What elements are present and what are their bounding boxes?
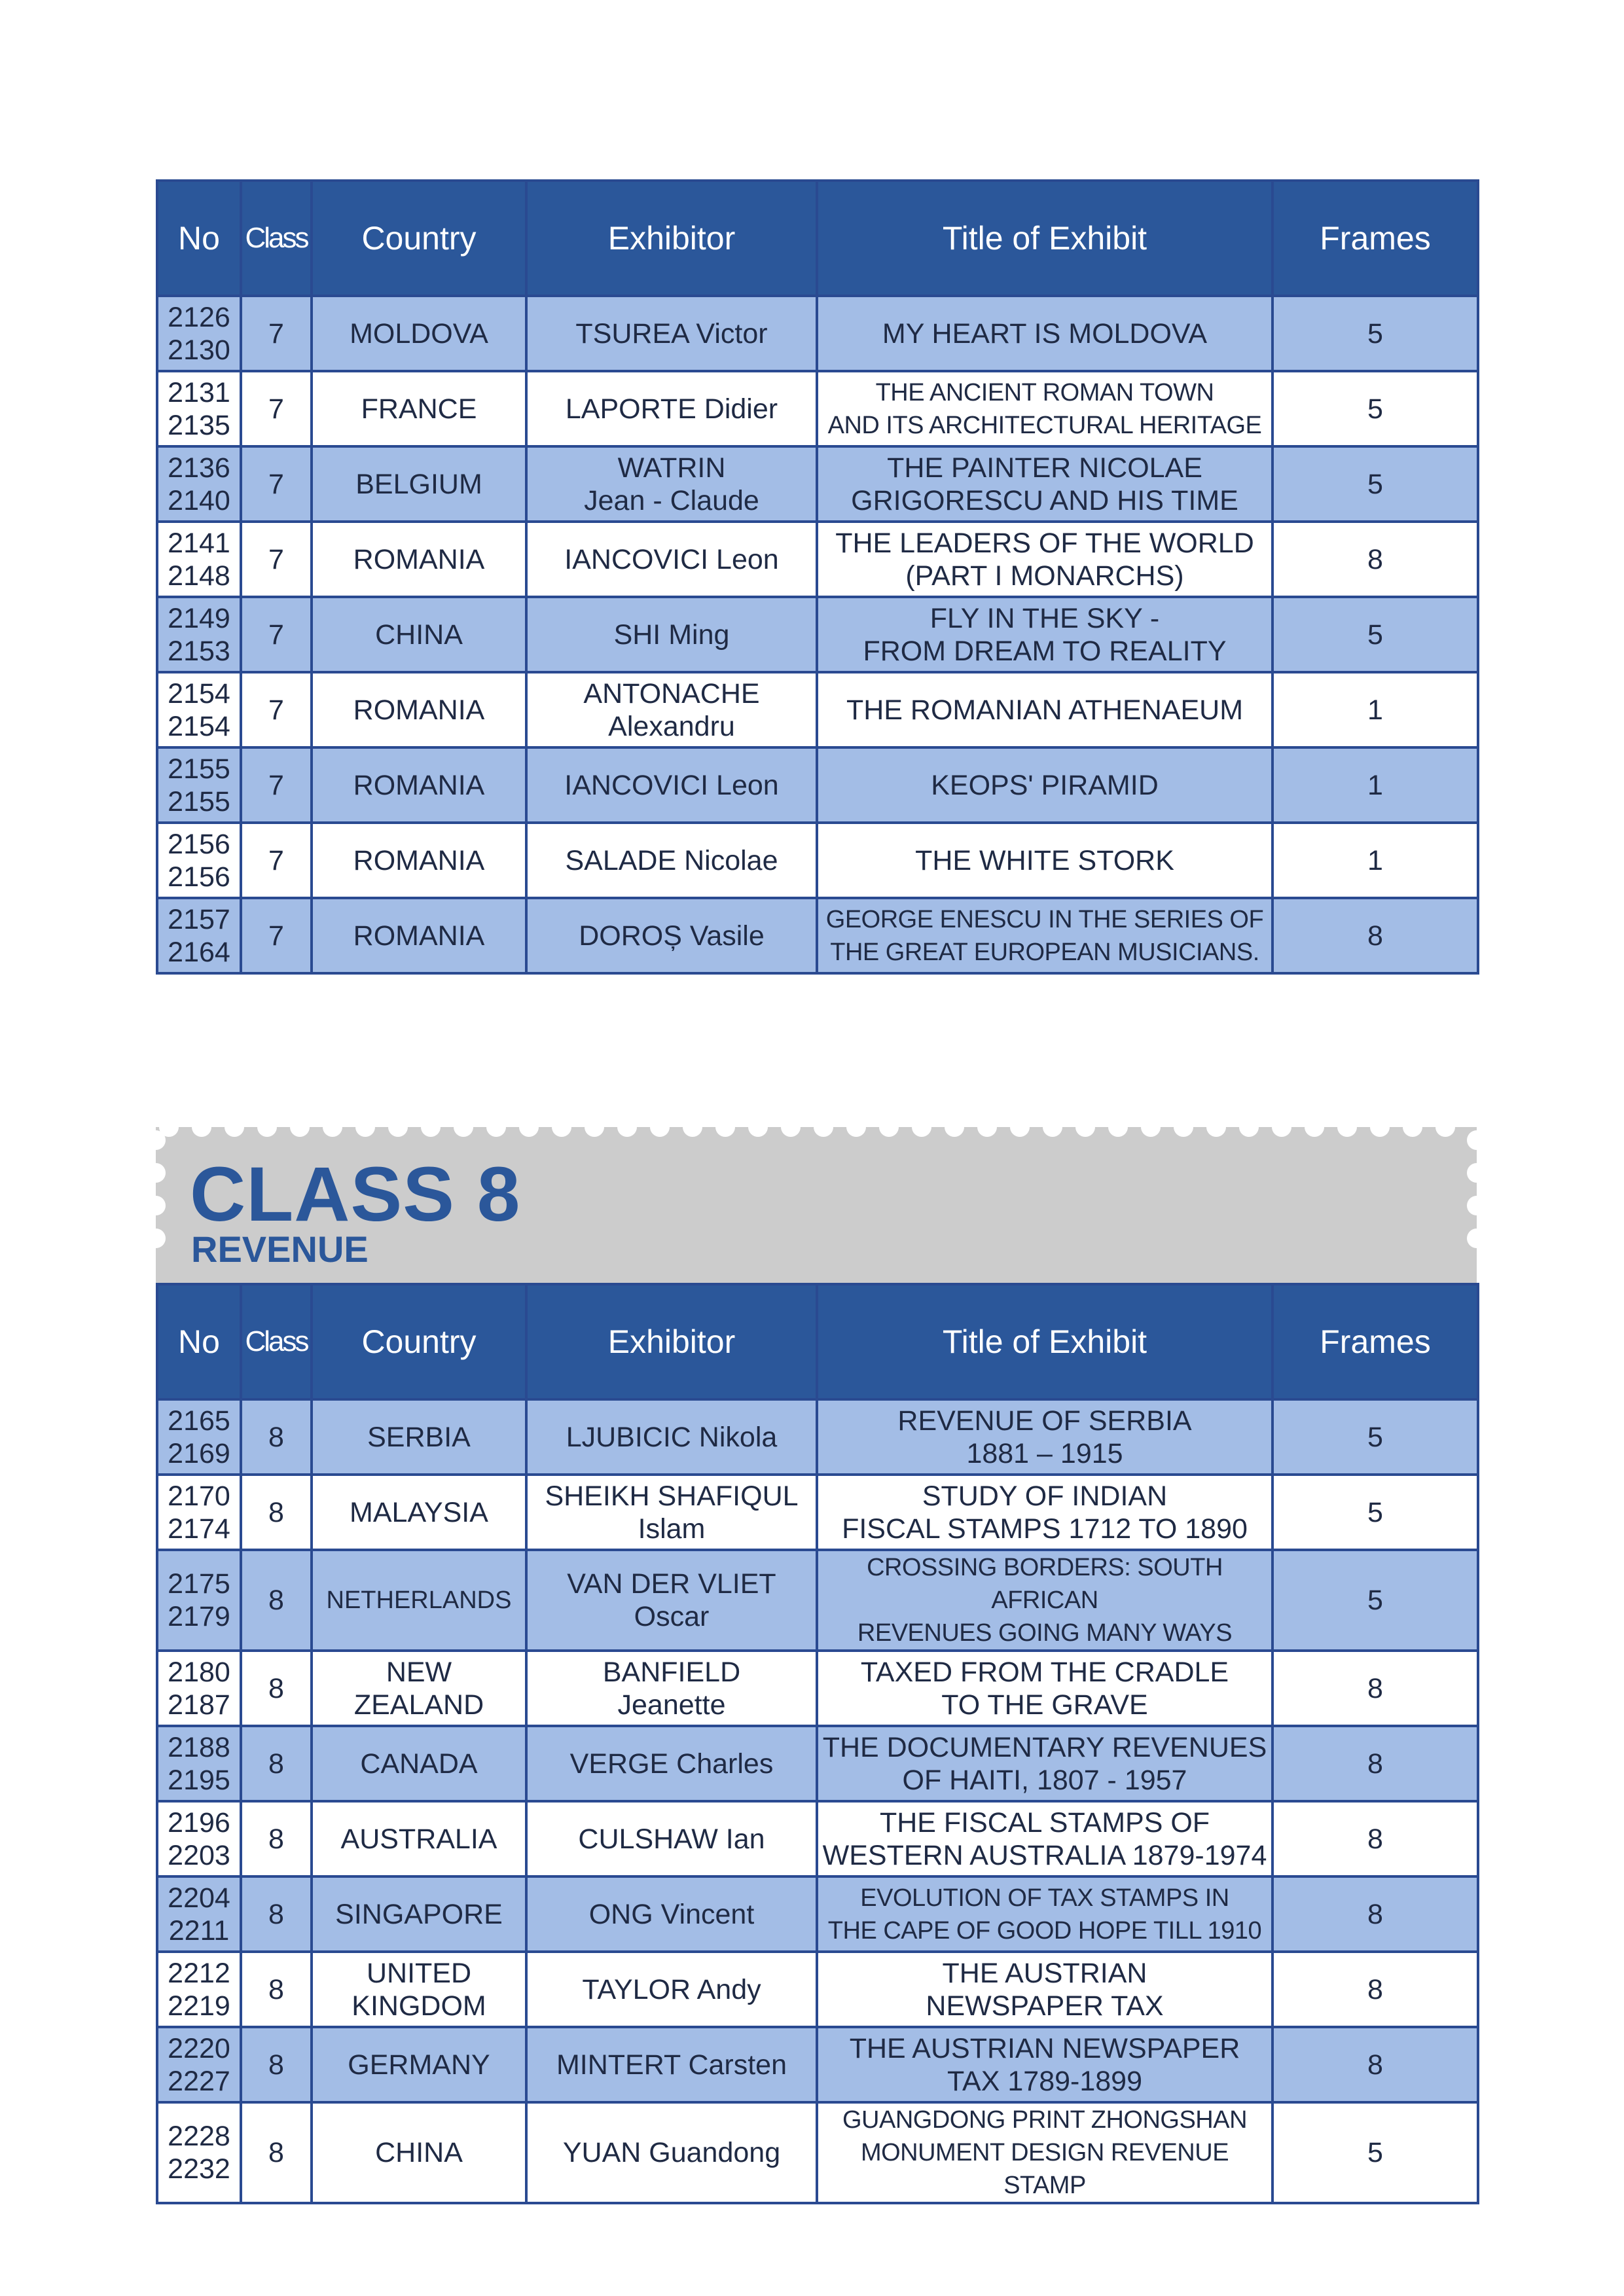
table-header-row (157, 1284, 1478, 1399)
title-line: THE AUSTRIAN (942, 1957, 1147, 1989)
exhibitor-line: WATRIN (617, 452, 726, 484)
exhibitor-line: Jean - Claude (584, 484, 759, 516)
no-start: 2131 (168, 376, 230, 408)
exhibitor-line: CULSHAW Ian (578, 1823, 765, 1855)
cell-no (157, 1726, 241, 1801)
exhibitor-line: TSUREA Victor (575, 317, 768, 350)
title-line: FISCAL STAMPS 1712 TO 1890 (842, 1513, 1248, 1545)
table-row (157, 1801, 1478, 1876)
title-line: MY HEART IS MOLDOVA (882, 317, 1208, 350)
no-start: 2180 (168, 1656, 230, 1688)
cell-title (817, 2102, 1272, 2203)
table-row (157, 1726, 1478, 1801)
cell-frames: 1 (1272, 747, 1478, 823)
exhibitor-line: IANCOVICI Leon (564, 543, 779, 575)
cell-frames: 5 (1272, 446, 1478, 522)
cell-title (817, 1550, 1272, 1651)
cell-frames: 1 (1272, 823, 1478, 898)
cell-no (157, 597, 241, 672)
title-line: THE GREAT EUROPEAN MUSICIANS. (830, 938, 1259, 966)
cell-country: ROMANIA (312, 747, 526, 823)
cell-class: 8 (241, 2027, 312, 2102)
cell-class: 8 (241, 1876, 312, 1952)
no-end: 2148 (168, 560, 230, 592)
cell-class: 8 (241, 1550, 312, 1651)
title-line: MONUMENT DESIGN REVENUE STAMP (860, 2139, 1229, 2199)
no-end: 2155 (168, 785, 230, 817)
cell-title (817, 747, 1272, 823)
exhibitor-line: MINTERT Carsten (556, 2049, 787, 2081)
cell-no (157, 2102, 241, 2203)
cell-no (157, 522, 241, 597)
cell-no (157, 1651, 241, 1726)
exhibits-table-class-8 (156, 1283, 1479, 2204)
exhibitor-line: YUAN Guandong (562, 2137, 781, 2168)
cell-exhibitor (526, 522, 817, 597)
cell-exhibitor (526, 1475, 817, 1550)
table-row (157, 1651, 1478, 1726)
no-end: 2195 (168, 1764, 230, 1796)
exhibitor-line: SHEIKH SHAFIQUL (545, 1480, 799, 1512)
header-no: No (157, 1284, 241, 1399)
table-row (157, 371, 1478, 446)
cell-frames: 5 (1272, 1475, 1478, 1550)
title-line: GUANGDONG PRINT ZHONGSHAN (842, 2106, 1248, 2134)
title-line: THE WHITE STORK (915, 844, 1174, 876)
table-row (157, 522, 1478, 597)
no-start: 2204 (168, 1882, 230, 1914)
no-start: 2212 (168, 1957, 230, 1989)
cell-no (157, 672, 241, 747)
cell-title (817, 1801, 1272, 1876)
title-line: THE ANCIENT ROMAN TOWN (875, 378, 1214, 406)
cell-no (157, 1876, 241, 1952)
cell-title (817, 597, 1272, 672)
exhibitor-line: BANFIELD (602, 1656, 741, 1688)
title-line: REVENUE OF SERBIA (897, 1405, 1192, 1437)
no-start: 2141 (168, 527, 230, 559)
exhibitor-line: VAN DER VLIET (567, 1568, 776, 1600)
cell-class: 8 (241, 1952, 312, 2027)
title-line: OF HAITI, 1807 - 1957 (902, 1764, 1187, 1796)
cell-class: 7 (241, 371, 312, 446)
cell-exhibitor (526, 1726, 817, 1801)
cell-exhibitor (526, 898, 817, 973)
title-line: STUDY OF INDIAN (922, 1480, 1168, 1512)
cell-title (817, 296, 1272, 371)
table-row (157, 672, 1478, 747)
cell-frames: 8 (1272, 898, 1478, 973)
cell-class: 8 (241, 1475, 312, 1550)
table-header-row (157, 181, 1478, 296)
title-line: THE PAINTER NICOLAE (887, 452, 1202, 484)
cell-exhibitor (526, 823, 817, 898)
cell-class: 7 (241, 522, 312, 597)
title-line: THE LEADERS OF THE WORLD (835, 527, 1254, 559)
table-row (157, 1399, 1478, 1475)
no-end: 2153 (168, 635, 230, 667)
table-row (157, 1876, 1478, 1952)
cell-class: 7 (241, 597, 312, 672)
cell-no (157, 2027, 241, 2102)
no-end: 2203 (168, 1839, 230, 1871)
cell-country: CANADA (312, 1726, 526, 1801)
cell-title (817, 1399, 1272, 1475)
cell-class: 8 (241, 1801, 312, 1876)
title-line: (PART I MONARCHS) (905, 560, 1184, 592)
title-line: GEORGE ENESCU IN THE SERIES OF (825, 905, 1264, 933)
cell-exhibitor (526, 1952, 817, 2027)
cell-country: UNITED KINGDOM (312, 1952, 526, 2027)
cell-exhibitor (526, 2102, 817, 2203)
banner-subtitle: REVENUE (191, 1229, 369, 1270)
header-title: Title of Exhibit (817, 1284, 1272, 1399)
cell-class: 8 (241, 2102, 312, 2203)
title-line: WESTERN AUSTRALIA 1879-1974 (822, 1839, 1267, 1871)
header-class: Class (241, 1284, 312, 1399)
cell-country: MOLDOVA (312, 296, 526, 371)
cell-class: 7 (241, 296, 312, 371)
cell-frames: 5 (1272, 1399, 1478, 1475)
header-exhibitor: Exhibitor (526, 181, 817, 296)
no-end: 2232 (168, 2153, 230, 2185)
cell-country: AUSTRALIA (312, 1801, 526, 1876)
exhibitor-line: IANCOVICI Leon (564, 769, 779, 801)
cell-exhibitor (526, 446, 817, 522)
cell-country: CHINA (312, 597, 526, 672)
cell-country: CHINA (312, 2102, 526, 2203)
table-row (157, 1952, 1478, 2027)
no-end: 2154 (168, 710, 230, 742)
cell-country: SINGAPORE (312, 1876, 526, 1952)
cell-title (817, 672, 1272, 747)
exhibitor-line: DOROȘ Vasile (579, 920, 765, 952)
cell-exhibitor (526, 371, 817, 446)
cell-class: 8 (241, 1726, 312, 1801)
no-end: 2140 (168, 484, 230, 516)
cell-exhibitor (526, 1399, 817, 1475)
no-start: 2175 (168, 1568, 230, 1600)
cell-country: FRANCE (312, 371, 526, 446)
title-line: FROM DREAM TO REALITY (863, 635, 1227, 667)
no-start: 2220 (168, 2032, 230, 2064)
no-end: 2164 (168, 936, 230, 968)
cell-no (157, 1801, 241, 1876)
title-line: TAXED FROM THE CRADLE (860, 1656, 1229, 1688)
cell-title (817, 1876, 1272, 1952)
no-start: 2157 (168, 903, 230, 935)
cell-frames: 5 (1272, 371, 1478, 446)
table-row (157, 446, 1478, 522)
no-end: 2211 (168, 1914, 230, 1946)
cell-exhibitor (526, 1651, 817, 1726)
header-frames: Frames (1272, 1284, 1478, 1399)
exhibitor-line: VERGE Charles (569, 1748, 774, 1780)
cell-exhibitor (526, 747, 817, 823)
cell-title (817, 1726, 1272, 1801)
cell-country: ROMANIA (312, 823, 526, 898)
table-row (157, 1550, 1478, 1651)
cell-no (157, 296, 241, 371)
cell-exhibitor (526, 597, 817, 672)
cell-class: 8 (241, 1651, 312, 1726)
cell-frames: 8 (1272, 1651, 1478, 1726)
cell-title (817, 446, 1272, 522)
header-frames: Frames (1272, 181, 1478, 296)
no-end: 2130 (168, 334, 230, 366)
no-start: 2154 (168, 677, 230, 709)
cell-title (817, 1651, 1272, 1726)
cell-class: 7 (241, 747, 312, 823)
cell-no (157, 747, 241, 823)
cell-frames: 5 (1272, 597, 1478, 672)
title-line: THE FISCAL STAMPS OF (879, 1806, 1210, 1839)
cell-class: 7 (241, 672, 312, 747)
no-start: 2188 (168, 1731, 230, 1763)
table-row (157, 2102, 1478, 2203)
cell-title (817, 371, 1272, 446)
no-end: 2227 (168, 2065, 230, 2097)
table-row (157, 2027, 1478, 2102)
table-row (157, 747, 1478, 823)
title-line: FLY IN THE SKY - (929, 602, 1160, 634)
cell-country: ROMANIA (312, 522, 526, 597)
table-row (157, 296, 1478, 371)
cell-country: BELGIUM (312, 446, 526, 522)
cell-country: NEW ZEALAND (312, 1651, 526, 1726)
cell-frames: 5 (1272, 296, 1478, 371)
title-line: THE CAPE OF GOOD HOPE TILL 1910 (827, 1916, 1262, 1945)
cell-class: 7 (241, 823, 312, 898)
cell-country: ROMANIA (312, 898, 526, 973)
no-start: 2155 (168, 753, 230, 785)
header-country: Country (312, 181, 526, 296)
title-line: AND ITS ARCHITECTURAL HERITAGE (827, 411, 1262, 439)
exhibitor-line: Islam (638, 1513, 706, 1545)
header-class: Class (241, 181, 312, 296)
cell-frames: 1 (1272, 672, 1478, 747)
title-line: THE AUSTRIAN NEWSPAPER (849, 2032, 1240, 2064)
cell-frames: 5 (1272, 2102, 1478, 2203)
exhibitor-line: Oscar (634, 1601, 710, 1632)
header-exhibitor: Exhibitor (526, 1284, 817, 1399)
no-end: 2179 (168, 1601, 230, 1632)
no-end: 2156 (168, 861, 230, 893)
cell-no (157, 898, 241, 973)
cell-exhibitor (526, 2027, 817, 2102)
table-row (157, 597, 1478, 672)
table-row (157, 823, 1478, 898)
title-line: THE DOCUMENTARY REVENUES (822, 1731, 1267, 1763)
cell-frames: 8 (1272, 1726, 1478, 1801)
title-line: TAX 1789-1899 (947, 2065, 1143, 2097)
exhibitor-line: SALADE Nicolae (565, 844, 778, 876)
title-line: 1881 – 1915 (966, 1437, 1123, 1469)
cell-title (817, 1952, 1272, 2027)
no-end: 2169 (168, 1437, 230, 1469)
cell-frames: 5 (1272, 1550, 1478, 1651)
no-start: 2126 (168, 301, 230, 333)
cell-frames: 8 (1272, 1952, 1478, 2027)
title-line: TO THE GRAVE (941, 1689, 1148, 1721)
cell-no (157, 371, 241, 446)
no-end: 2135 (168, 409, 230, 441)
cell-no (157, 1550, 241, 1651)
cell-country: GERMANY (312, 2027, 526, 2102)
cell-no (157, 823, 241, 898)
cell-no (157, 1475, 241, 1550)
title-line: THE ROMANIAN ATHENAEUM (846, 694, 1244, 726)
banner-title: CLASS 8 (190, 1151, 521, 1238)
exhibitor-line: Alexandru (608, 710, 735, 742)
exhibits-table-class-7 (156, 179, 1479, 975)
cell-exhibitor (526, 672, 817, 747)
header-title: Title of Exhibit (817, 181, 1272, 296)
header-no: No (157, 181, 241, 296)
exhibitor-line: TAYLOR Andy (582, 1973, 761, 2005)
no-start: 2196 (168, 1806, 230, 1839)
cell-class: 7 (241, 446, 312, 522)
cell-title (817, 1475, 1272, 1550)
no-end: 2174 (168, 1513, 230, 1545)
cell-class: 8 (241, 1399, 312, 1475)
no-start: 2170 (168, 1480, 230, 1512)
class-8-banner (156, 1127, 1477, 1285)
no-end: 2187 (168, 1689, 230, 1721)
cell-frames: 8 (1272, 522, 1478, 597)
cell-frames: 8 (1272, 1801, 1478, 1876)
no-start: 2149 (168, 602, 230, 634)
cell-country: ROMANIA (312, 672, 526, 747)
cell-title (817, 823, 1272, 898)
exhibitor-line: SHI Ming (613, 619, 730, 651)
cell-no (157, 1399, 241, 1475)
exhibitor-line: Jeanette (617, 1689, 726, 1721)
no-start: 2156 (168, 828, 230, 860)
no-end: 2219 (168, 1990, 230, 2022)
cell-country: NETHERLANDS (312, 1550, 526, 1651)
title-line: REVENUES GOING MANY WAYS (857, 1619, 1233, 1647)
table-row (157, 898, 1478, 973)
cell-title (817, 522, 1272, 597)
title-line: EVOLUTION OF TAX STAMPS IN (860, 1884, 1229, 1912)
cell-no (157, 446, 241, 522)
exhibitor-line: ONG Vincent (588, 1898, 755, 1930)
cell-exhibitor (526, 1801, 817, 1876)
cell-no (157, 1952, 241, 2027)
cell-country: SERBIA (312, 1399, 526, 1475)
cell-exhibitor (526, 1876, 817, 1952)
no-start: 2136 (168, 452, 230, 484)
title-line: CROSSING BORDERS: SOUTH AFRICAN (867, 1554, 1223, 1614)
table-row (157, 1475, 1478, 1550)
cell-frames: 8 (1272, 2027, 1478, 2102)
cell-frames: 8 (1272, 1876, 1478, 1952)
no-start: 2165 (168, 1405, 230, 1437)
cell-country: MALAYSIA (312, 1475, 526, 1550)
header-country: Country (312, 1284, 526, 1399)
title-line: NEWSPAPER TAX (926, 1990, 1164, 2022)
exhibitor-line: ANTONACHE (583, 677, 760, 709)
cell-class: 7 (241, 898, 312, 973)
title-line: GRIGORESCU AND HIS TIME (851, 484, 1238, 516)
cell-title (817, 898, 1272, 973)
exhibitor-line: LJUBICIC Nikola (566, 1421, 778, 1453)
title-line: KEOPS' PIRAMID (931, 769, 1159, 801)
cell-title (817, 2027, 1272, 2102)
exhibitor-line: LAPORTE Didier (565, 393, 778, 425)
no-start: 2228 (168, 2121, 230, 2152)
cell-exhibitor (526, 1550, 817, 1651)
cell-exhibitor (526, 296, 817, 371)
